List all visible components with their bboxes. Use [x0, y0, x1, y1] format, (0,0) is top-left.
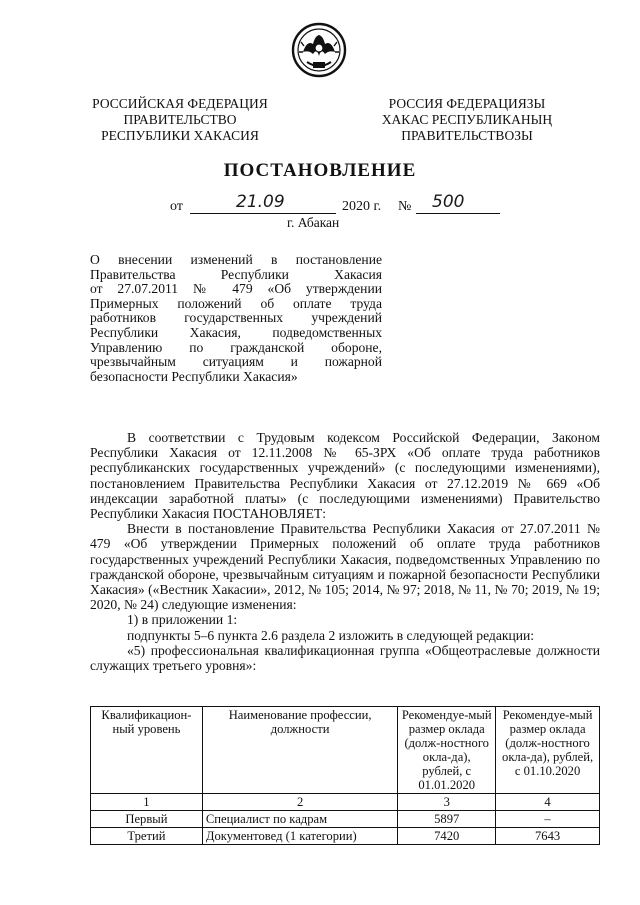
column-number: 4 [496, 794, 600, 811]
table-header-row [91, 707, 600, 794]
subject-block [90, 253, 382, 384]
table-cell: Документовед (1 категории) [202, 828, 397, 845]
column-number: 1 [91, 794, 203, 811]
date-year: 2020 г. [342, 199, 382, 214]
number-sign: № [398, 199, 412, 214]
date-underline [190, 213, 336, 214]
table-cell: Первый [91, 811, 203, 828]
subject-line: Примерных положений об оплате труда [90, 295, 382, 311]
handwritten-number: 500 [432, 192, 465, 212]
subject-line: от 27.07.2011 № 479 «Об утверждении [90, 281, 382, 297]
subject-line: Управлению по гражданской обороне, [90, 339, 382, 355]
salary-table [90, 706, 600, 845]
table-row [91, 828, 600, 845]
number-underline [416, 213, 500, 214]
table-cell: Третий [91, 828, 203, 845]
city-label: г. Абакан [287, 215, 340, 230]
header-cell-salary-jan: Рекомендуе-мый размер оклада (долж-ностного окла-да), рублей, с 01.01.2020 [398, 707, 496, 794]
table-cell: 7420 [398, 828, 496, 845]
header-right-block [352, 96, 582, 144]
paragraph-amendment: Внести в постановление Правительства Республики Хакасия от 27.07.2011 № 479 «Об утверждении Примерных положений об оплате труда работников государственных учреждений Республики Хакасия, подведомственных Управлению по гражданской обороне, чрезвычайным ситуациям и пожарной безопасности Республики Хакасия» («Вестник Хакасии», 2012, № 105; 2014, № 97; 2018, № 11, № 70; 2019, № 19; 2020, № 24) следующие изменения: [90, 521, 600, 613]
column-number: 2 [202, 794, 397, 811]
table-row [91, 811, 600, 828]
header-cell-position: Наименование профессии, должности [202, 707, 397, 794]
paragraph-item-1: 1) в приложении 1: [127, 612, 238, 628]
body-text [90, 430, 600, 673]
table-cell: 5897 [398, 811, 496, 828]
subject-line: безопасности Республики Хакасия» [90, 368, 298, 384]
header-right-line-2: ХАКАС РЕСПУБЛИКАНЫҢ [381, 112, 553, 127]
document-title: ПОСТАНОВЛЕНИЕ [223, 160, 417, 181]
header-left-block [70, 96, 290, 144]
paragraph-group-5: «5) профессиональная квалификационная группа «Общеотраслевые должности служащих третьего уровня»: [90, 642, 600, 674]
subject-line: чрезвычайным ситуациям и пожарной [90, 354, 382, 370]
table-cell: Специалист по кадрам [202, 811, 397, 828]
table-column-numbers-row [91, 794, 600, 811]
table-cell: 7643 [496, 828, 600, 845]
paragraph-preamble: В соответствии с Трудовым кодексом Российской Федерации, Законом Республики Хакасия от 12.11.2008 № 65-ЗРХ «Об оплате труда работников республиканских государственных учреждений» (с последующими изменениями), постановлением Правительства Республики Хакасия от 27.12.2019 № 669 «Об индексации заработной платы» (с последующими изменениями) Правительство Республики Хакасия ПОСТАНОВЛЯЕТ: [90, 430, 600, 522]
handwritten-date: 21.09 [236, 192, 285, 212]
subject-line: Правительства Республики Хакасия [90, 266, 382, 282]
paragraph-subitems: подпункты 5–6 пункта 2.6 раздела 2 изложить в следующей редакции: [127, 627, 535, 643]
date-number-line [170, 192, 500, 217]
header-right-line-3: ПРАВИТЕЛЬСТВОЗЫ [401, 128, 533, 143]
subject-line: О внесении изменений в постановление [90, 252, 382, 267]
header-left-line-3: РЕСПУБЛИКИ ХАКАСИЯ [101, 128, 259, 143]
subject-line: Республики Хакасия, подведомственных [90, 324, 382, 340]
header-right-line-1: РОССИЯ ФЕДЕРАЦИЯЗЫ [388, 96, 546, 111]
header-cell-salary-oct: Рекомендуе-мый размер оклада (долж-ностного окла-да), рублей, с 01.10.2020 [496, 707, 600, 794]
coat-of-arms-emblem [291, 22, 347, 78]
subject-line: работников государственных учреждений [90, 310, 382, 326]
column-number: 3 [398, 794, 496, 811]
header-left-line-1: РОССИЙСКАЯ ФЕДЕРАЦИЯ [92, 96, 268, 111]
header-cell-level: Квалификацион-ный уровень [91, 707, 203, 794]
table-cell: – [496, 811, 600, 828]
date-prefix: от [170, 199, 183, 214]
header-left-line-2: ПРАВИТЕЛЬСТВО [123, 112, 237, 127]
